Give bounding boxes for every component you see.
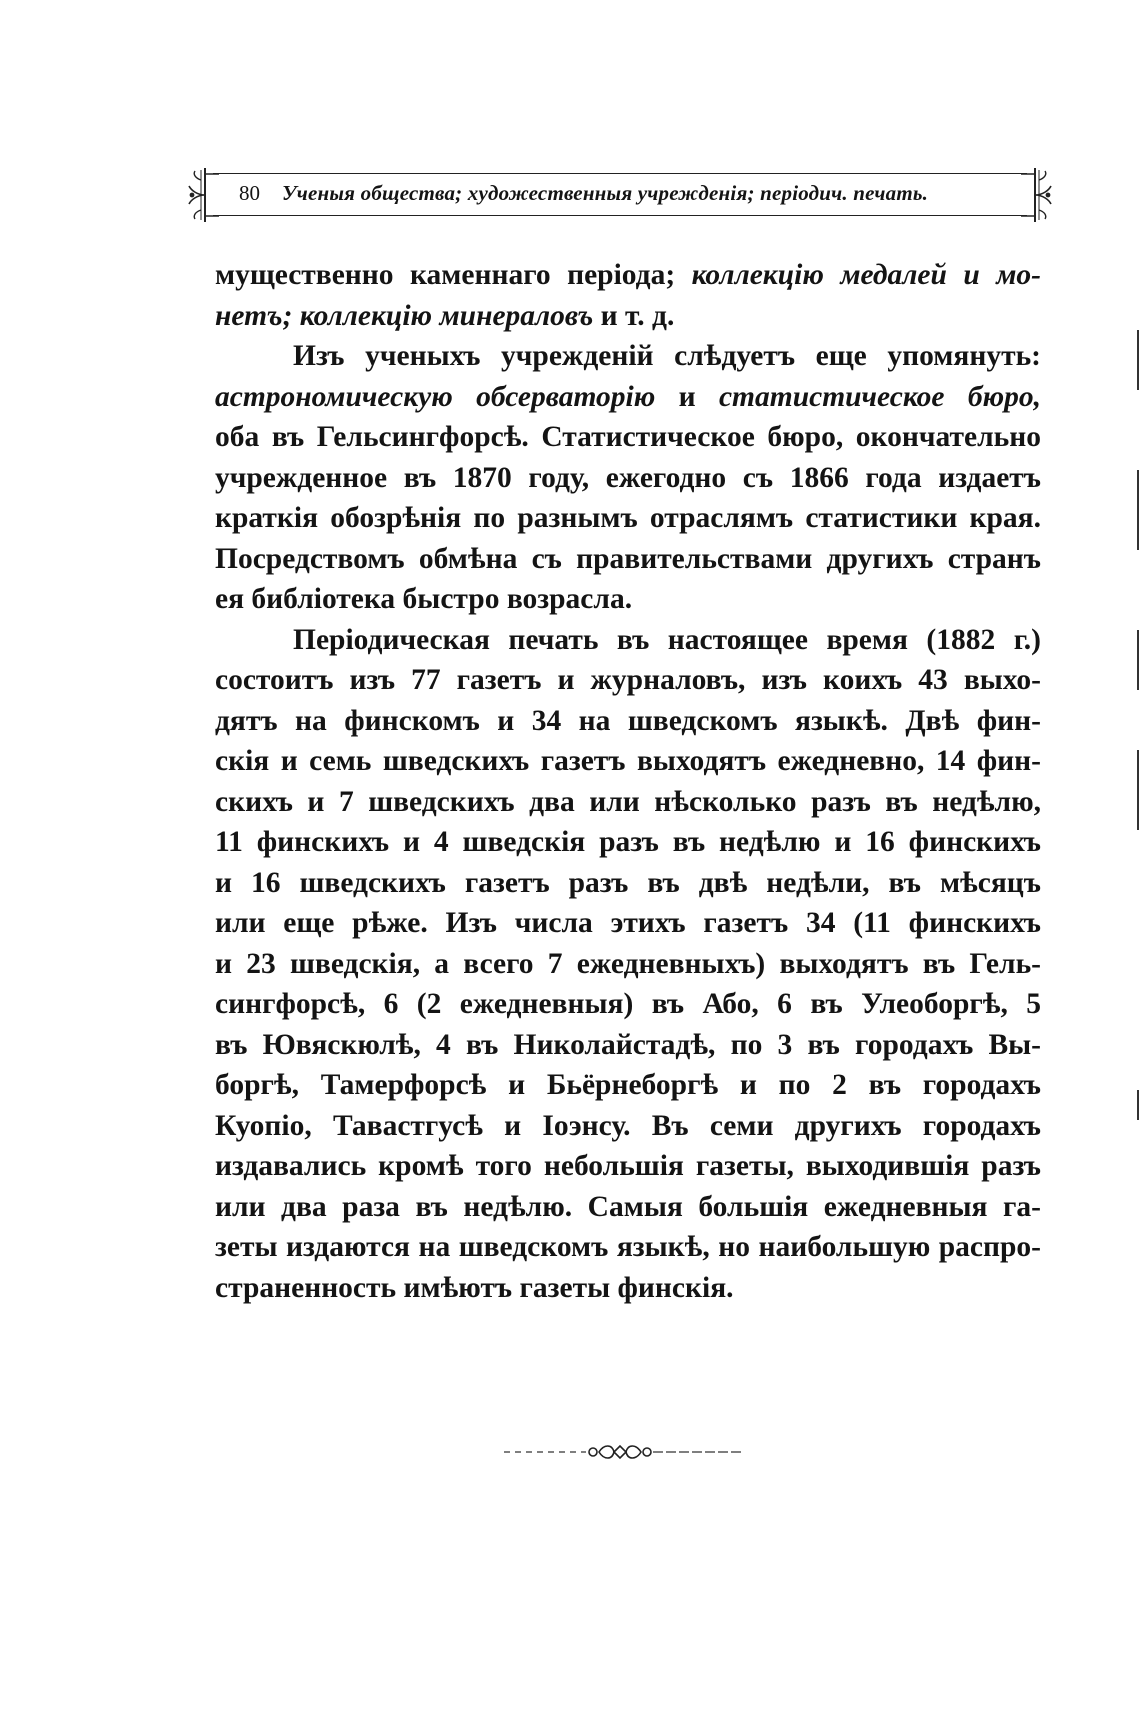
- text-line: [215, 701, 1041, 742]
- page-number: 80: [239, 181, 260, 205]
- text-run: Періодическая печать въ настоящее время (1882 г.): [293, 623, 1041, 656]
- text-line: [215, 822, 1041, 863]
- text-run: страненность имѣютъ газеты финскія.: [215, 1271, 734, 1304]
- text-line: [215, 1187, 1041, 1228]
- scan-edge-marks: [1134, 330, 1140, 1130]
- text-run: дятъ на финскомъ и 34 на шведскомъ языкѣ. Двѣ фин-: [215, 704, 1041, 737]
- text-run: издавались кромѣ того небольшія газеты, выходившія разъ: [215, 1150, 1041, 1182]
- text-run: и 16 шведскихъ газетъ разъ въ двѣ недѣли, въ мѣсяцъ: [215, 866, 1041, 899]
- text-line: [215, 417, 1041, 458]
- italic-text-run: коллекцію медалей и мо-: [691, 259, 1041, 291]
- text-run: скихъ и 7 шведскихъ два или нѣсколько разъ въ недѣлю,: [215, 785, 1041, 818]
- running-header: [185, 166, 1055, 224]
- text-run: краткія обозрѣнія по разнымъ отраслямъ статистики края.: [215, 502, 1041, 534]
- text-run: или два раза въ недѣлю. Самыя большія ежедневныя га-: [215, 1190, 1041, 1223]
- text-line: [215, 1227, 1041, 1268]
- header-rule-top: [213, 173, 1027, 174]
- text-line: [215, 539, 1041, 580]
- text-line: [215, 1268, 1041, 1309]
- text-line: [215, 903, 1041, 944]
- text-line: [215, 1106, 1041, 1147]
- end-flourish-icon: [500, 1438, 748, 1466]
- text-line: [215, 377, 1041, 418]
- italic-text-run: нетъ; коллекцію минераловъ: [215, 299, 594, 332]
- text-run: мущественно каменнаго періода;: [215, 259, 692, 291]
- text-run: и т. д.: [593, 299, 675, 332]
- text-run: учрежденное въ 1870 году, ежегодно съ 1866 года издаетъ: [215, 461, 1041, 494]
- text-run: Куопіо, Тавастгусѣ и Іоэнсу. Въ семи другихъ городахъ: [215, 1109, 1041, 1142]
- text-run: 11 финскихъ и 4 шведскія разъ въ недѣлю и 16 финскихъ: [215, 826, 1041, 858]
- text-line: [215, 944, 1041, 985]
- text-line: [215, 620, 1041, 661]
- text-run: и: [655, 380, 719, 413]
- text-run: оба въ Гельсингфорсѣ. Статистическое бюро, окончательно: [215, 421, 1041, 453]
- text-run: зеты издаются на шведскомъ языкѣ, но наибольшую распро-: [215, 1231, 1041, 1263]
- text-line: [215, 741, 1041, 782]
- text-line: [215, 296, 1041, 337]
- text-run: ея библіотека быстро возрасла.: [215, 583, 633, 615]
- italic-text-run: астрономическую обсерваторію: [215, 380, 656, 413]
- text-line: [215, 498, 1041, 539]
- text-line: [215, 458, 1041, 499]
- text-run: боргѣ, Тамерфорсѣ и Бьёрнеборгѣ и по 2 въ городахъ: [215, 1069, 1041, 1101]
- text-run: состоитъ изъ 77 газетъ и журналовъ, изъ коихъ 43 выхо-: [215, 664, 1041, 696]
- running-title: Ученыя общества; художественныя учрежденія; періодич. печать.: [282, 181, 929, 205]
- text-run: сингфорсѣ, 6 (2 ежедневныя) въ Або, 6 въ Улеоборгѣ, 5: [215, 988, 1041, 1020]
- text-line: [215, 1146, 1041, 1187]
- text-run: и 23 шведскія, а всего 7 ежедневныхъ) выходятъ въ Гель-: [215, 947, 1041, 980]
- text-line: [215, 863, 1041, 904]
- text-line: [215, 255, 1041, 296]
- text-line: [215, 1065, 1041, 1106]
- text-line: [215, 660, 1041, 701]
- text-run: Посредствомъ обмѣна съ правительствами другихъ странъ: [215, 542, 1041, 575]
- text-run: въ Ювяскюлѣ, 4 въ Николайстадѣ, по 3 въ городахъ Вы-: [215, 1028, 1041, 1061]
- body-text: [215, 255, 1041, 1308]
- header-flourish-right-icon: [1021, 166, 1055, 224]
- text-line: [215, 336, 1041, 377]
- header-rule-bottom: [213, 215, 1027, 216]
- text-line: [215, 1025, 1041, 1066]
- header-text: [235, 181, 1005, 206]
- text-run: или еще рѣже. Изъ числа этихъ газетъ 34 (11 финскихъ: [215, 907, 1041, 939]
- italic-text-run: статистическое бюро,: [718, 380, 1041, 413]
- text-line: [215, 984, 1041, 1025]
- text-run: Изъ ученыхъ учрежденій слѣдуетъ еще упомянуть:: [293, 340, 1041, 372]
- header-flourish-left-icon: [185, 166, 219, 224]
- text-run: скія и семь шведскихъ газетъ выходятъ ежедневно, 14 фин-: [215, 745, 1041, 777]
- text-line: [215, 782, 1041, 823]
- text-line: [215, 579, 1041, 620]
